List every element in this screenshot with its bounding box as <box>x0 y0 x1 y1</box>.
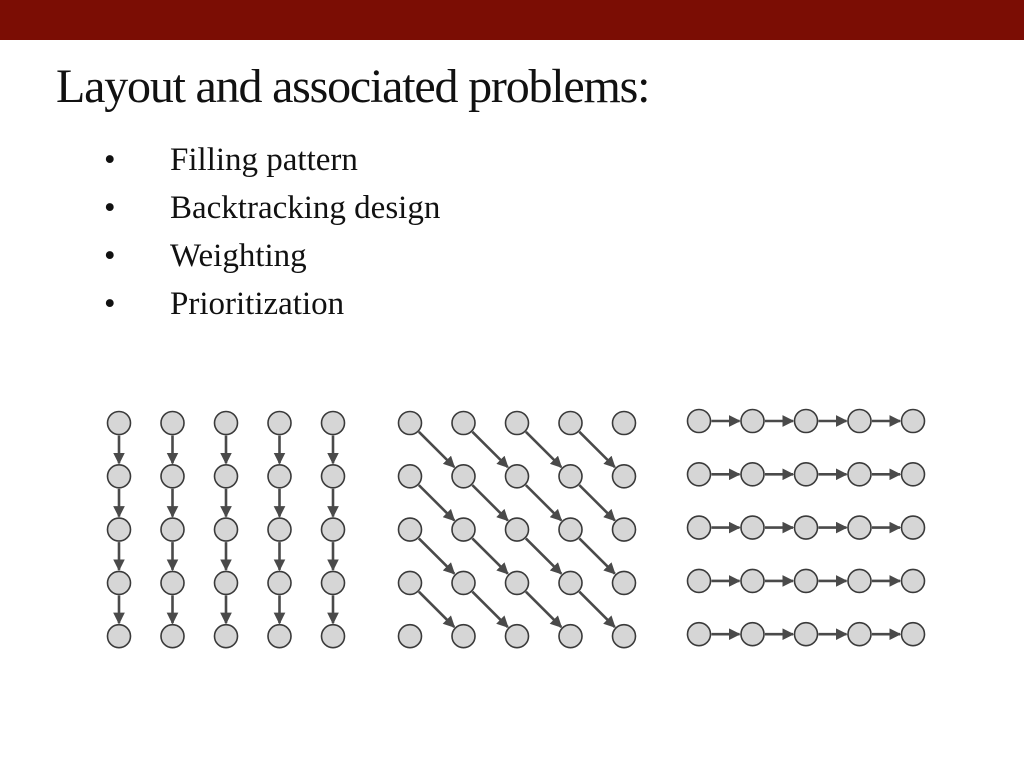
diagonal-arrow <box>579 592 614 627</box>
diagonal-arrow <box>419 592 454 627</box>
diagonal-arrow <box>579 538 614 573</box>
vertical-node <box>322 571 345 594</box>
horizontal-node <box>741 623 764 646</box>
vertical-node <box>322 518 345 541</box>
vertical-node <box>108 571 131 594</box>
vertical-node <box>268 412 291 435</box>
diagonal-node <box>399 625 422 648</box>
diagonal-node <box>399 465 422 488</box>
diagonal-node <box>559 412 582 435</box>
vertical-node <box>108 465 131 488</box>
diagonal-node <box>613 412 636 435</box>
diagonal-arrow <box>526 485 561 520</box>
diagonal-node <box>399 571 422 594</box>
vertical-node <box>215 412 238 435</box>
vertical-node <box>322 412 345 435</box>
vertical-node <box>215 625 238 648</box>
diagonal-node <box>613 465 636 488</box>
diagonal-arrow <box>472 538 507 573</box>
vertical-node <box>268 465 291 488</box>
horizontal-node <box>848 623 871 646</box>
diagonal-node <box>399 518 422 541</box>
horizontal-node <box>741 463 764 486</box>
horizontal-node <box>848 463 871 486</box>
vertical-node <box>161 571 184 594</box>
horizontal-node <box>741 516 764 539</box>
horizontal-node <box>795 516 818 539</box>
horizontal-node <box>902 410 925 433</box>
diagonal-node <box>452 571 475 594</box>
horizontal-node <box>741 410 764 433</box>
bullet-dot: • <box>104 286 116 322</box>
vertical-node <box>215 518 238 541</box>
vertical-node <box>322 465 345 488</box>
diagonal-arrow <box>579 485 614 520</box>
horizontal-node <box>902 569 925 592</box>
diagonal-node <box>559 465 582 488</box>
diagonal-arrow <box>472 592 507 627</box>
diagonal-node <box>506 518 529 541</box>
horizontal-node <box>741 569 764 592</box>
diagonal-node <box>559 518 582 541</box>
diagonal-arrow <box>526 432 561 467</box>
horizontal-node <box>848 516 871 539</box>
vertical-node <box>215 465 238 488</box>
vertical-node <box>322 625 345 648</box>
horizontal-node <box>795 569 818 592</box>
horizontal-node <box>795 463 818 486</box>
vertical-node <box>161 518 184 541</box>
vertical-node <box>161 412 184 435</box>
diagonal-node <box>613 571 636 594</box>
diagonal-arrow <box>526 592 561 627</box>
bullet-dot: • <box>104 190 116 226</box>
horizontal-node <box>688 623 711 646</box>
horizontal-node <box>902 516 925 539</box>
diagonal-node <box>613 518 636 541</box>
diagonal-node <box>506 412 529 435</box>
horizontal-node <box>848 410 871 433</box>
horizontal-node <box>688 516 711 539</box>
vertical-node <box>268 571 291 594</box>
vertical-node <box>268 625 291 648</box>
diagonal-node <box>452 412 475 435</box>
horizontal-node <box>688 569 711 592</box>
vertical-node <box>215 571 238 594</box>
horizontal-node <box>795 623 818 646</box>
bullet-text: Weighting <box>170 238 307 274</box>
diagonal-arrow <box>526 538 561 573</box>
horizontal-node <box>688 410 711 433</box>
diagonal-node <box>613 625 636 648</box>
diagonal-arrow <box>472 432 507 467</box>
horizontal-node <box>848 569 871 592</box>
horizontal-node <box>902 623 925 646</box>
diagonal-arrow <box>579 432 614 467</box>
bullet-text: Filling pattern <box>170 142 358 178</box>
bullet-dot: • <box>104 238 116 274</box>
vertical-node <box>108 412 131 435</box>
diagonal-node <box>399 412 422 435</box>
diagonal-node <box>452 465 475 488</box>
diagonal-arrow <box>419 432 454 467</box>
bullet-text: Backtracking design <box>170 190 441 226</box>
diagonal-node <box>559 571 582 594</box>
diagonal-arrow <box>472 485 507 520</box>
horizontal-node <box>795 410 818 433</box>
diagonal-node <box>506 571 529 594</box>
vertical-node <box>161 465 184 488</box>
horizontal-node <box>902 463 925 486</box>
slide-title: Layout and associated problems: <box>56 60 650 113</box>
diagonal-arrow <box>419 485 454 520</box>
vertical-node <box>161 625 184 648</box>
diagonal-arrow <box>419 538 454 573</box>
diagonal-node <box>452 518 475 541</box>
diagonal-node <box>559 625 582 648</box>
bullet-dot: • <box>104 142 116 178</box>
vertical-node <box>268 518 291 541</box>
bullet-text: Prioritization <box>170 286 345 322</box>
horizontal-node <box>688 463 711 486</box>
vertical-node <box>108 518 131 541</box>
diagonal-node <box>506 625 529 648</box>
vertical-node <box>108 625 131 648</box>
diagonal-node <box>506 465 529 488</box>
diagonal-node <box>452 625 475 648</box>
